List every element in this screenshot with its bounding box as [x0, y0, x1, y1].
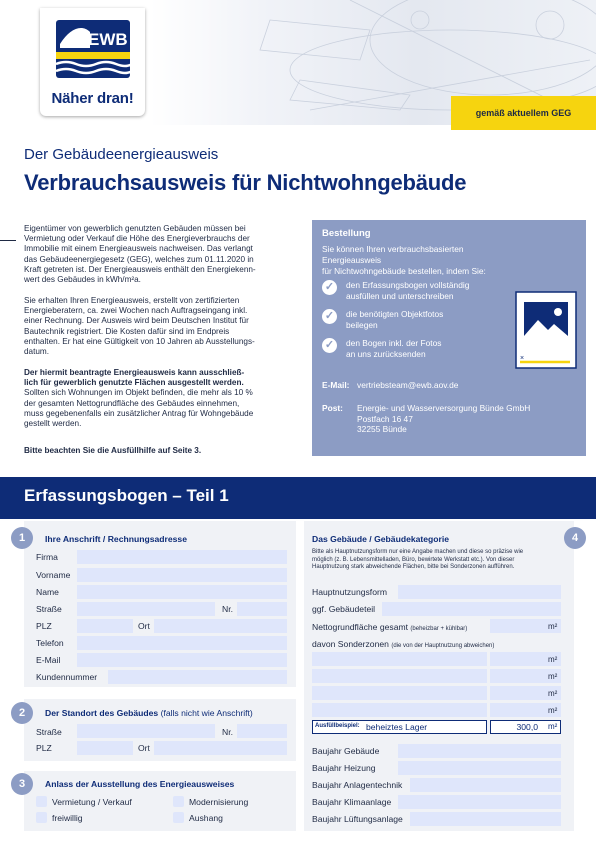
email-field[interactable]	[77, 653, 287, 667]
logo-slogan: Näher dran!	[51, 90, 134, 107]
page-title: Verbrauchsausweis für Nichtwohngebäude	[24, 170, 467, 195]
option-aushang-label: Aushang	[189, 813, 223, 823]
hausnummer-field[interactable]	[237, 602, 287, 616]
sonderzone-4-unit: m²	[548, 706, 558, 715]
sonderzone-2-unit: m²	[548, 672, 558, 681]
sonderzone-2-name-field[interactable]	[312, 669, 487, 683]
baujahr-anlagentechnik-field[interactable]	[410, 778, 561, 792]
check-icon: ✓	[322, 338, 337, 353]
telefon-field[interactable]	[77, 636, 287, 650]
intro-paragraph-1: Eigentümer von gewerblich genutzten Gebäuden müssen bei Vermietung oder Verkauf die Höhe des Energieverbrauchs der Immobilie mit einem Energieausweis nachweisen. Das verlangt das Gebäudeenergiegesetz (GEG), welches zum 01.11.2020 in Kraft getreten ist. Der Energieausweis enthält den Energiekenn- wert des Gebäudes in kWh/m²a.	[24, 224, 256, 285]
baujahr-heizung-label: Baujahr Heizung	[312, 763, 376, 773]
margin-tick	[0, 240, 16, 241]
baujahr-klimaanlage-field[interactable]	[398, 795, 561, 809]
checkbox-aushang[interactable]	[173, 812, 184, 823]
section-3-number: 3	[11, 773, 33, 795]
section-1-number: 1	[11, 527, 33, 549]
plz-field[interactable]	[77, 619, 133, 633]
nr-label: Nr.	[222, 604, 233, 614]
hauptnutzungsform-field[interactable]	[398, 585, 561, 599]
form-document-icon	[514, 290, 578, 370]
kundennummer-field[interactable]	[108, 670, 287, 684]
section-3-title: Anlass der Ausstellung des Energieausweises	[45, 779, 235, 789]
sonderzone-3-name-field[interactable]	[312, 686, 487, 700]
intro-note: Bitte beachten Sie die Ausfüllhilfe auf Seite 3.	[24, 446, 202, 455]
section-2-number: 2	[11, 702, 33, 724]
gebaeudeteil-field[interactable]	[382, 602, 561, 616]
baujahr-lueftungsanlage-label: Baujahr Lüftungsanlage	[312, 814, 403, 824]
section-4-title: Das Gebäude / Gebäudekategorie	[312, 534, 450, 544]
svg-text:×: ×	[520, 355, 525, 362]
checkbox-freiwillig[interactable]	[36, 812, 47, 823]
post-address: Energie- und Wasserversorgung Bünde GmbH Postfach 16 47 32255 Bünde	[357, 403, 531, 434]
option-freiwillig-label: freiwillig	[52, 813, 83, 823]
name-field[interactable]	[77, 585, 287, 599]
ewb-logo-icon	[54, 18, 132, 80]
checkbox-modernisierung[interactable]	[173, 796, 184, 807]
section-2-title: Der Standort des Gebäudes (falls nicht wie Anschrift)	[45, 708, 253, 718]
geg-badge: gemäß aktuellem GEG	[451, 96, 596, 130]
example-unit: m²	[548, 722, 558, 731]
email-field-label: E-Mail	[36, 655, 61, 665]
example-value: beheiztes Lager	[366, 722, 428, 732]
ngf-label: Nettogrundfläche gesamt (beheizbar + kühlbar)	[312, 622, 468, 632]
standort-strasse-label: Straße	[36, 727, 62, 737]
order-heading: Bestellung	[322, 228, 371, 239]
baujahr-gebaeude-field[interactable]	[398, 744, 561, 758]
intro-paragraph-3: Der hiermit beantragte Energieausweis kann ausschließ- lich für gewerblich genutzte Flächen ausgestellt werden. Sollten sich Wohnungen im Objekt befinden, die mehr als 10 % der gesamten Nettogrundfläche des Gebäudes einnehmen, muss gegebenenfalls ein zusätzlicher Antrag für Wohngebäude gestellt werden.	[24, 368, 254, 429]
intro-paragraph-2: Sie erhalten Ihren Energieausweis, erstellt von zertifizierten Energieberatern, ca. zwei Wochen nach Auftragseingang inkl. einer Rechnung. Der Ausweis wird beim Deutschen Institut für Bautechnik registriert. Die Kosten dafür sind im Endpreis enthalten. Er hat eine Gültigkeit von 10 Jahren ab Ausstellungs- datum.	[24, 296, 255, 357]
option-vermietung-label: Vermietung / Verkauf	[52, 797, 132, 807]
section-4-note: Bitte als Hauptnutzungsform nur eine Angabe machen und diese so präzise wie möglich (z. B. Lebensmittelladen, Büro, bewirtete Werkstatt etc.). Von dieser Hauptnutzung stark abweichende Flächen, bitte bei Sonderzonen aufführen.	[312, 549, 524, 571]
order-text: Sie können Ihren verbrauchsbasierten Energieausweis für Nichtwohngebäude bestellen, indem Sie:	[322, 244, 486, 276]
baujahr-heizung-field[interactable]	[398, 761, 561, 775]
plz-label: PLZ	[36, 621, 52, 631]
vorname-field[interactable]	[77, 568, 287, 582]
post-label: Post:	[322, 403, 343, 413]
baujahr-klimaanlage-label: Baujahr Klimaanlage	[312, 797, 392, 807]
section-1-title: Ihre Anschrift / Rechnungsadresse	[45, 534, 187, 544]
ort-field[interactable]	[154, 619, 287, 633]
telefon-label: Telefon	[36, 638, 64, 648]
option-modernisierung-label: Modernisierung	[189, 797, 249, 807]
sonderzone-4-name-field[interactable]	[312, 703, 487, 717]
section-4-number: 4	[564, 527, 586, 549]
banner-title: Erfassungsbogen – Teil 1	[24, 486, 229, 505]
company-logo	[40, 8, 145, 116]
vorname-label: Vorname	[36, 570, 71, 580]
strasse-label: Straße	[36, 604, 62, 614]
check-icon: ✓	[322, 280, 337, 295]
checkbox-vermietung[interactable]	[36, 796, 47, 807]
ort-label: Ort	[138, 621, 150, 631]
kundennummer-label: Kundennummer	[36, 672, 98, 682]
standort-strasse-field[interactable]	[77, 724, 215, 738]
ngf-unit: m²	[548, 622, 558, 631]
logo-text: EWB	[88, 30, 128, 49]
example-label: Ausfüllbeispiel:	[315, 723, 360, 729]
sonderzonen-label: davon Sonderzonen (die von der Hauptnutzung abweichen)	[312, 639, 495, 649]
strasse-field[interactable]	[77, 602, 215, 616]
page-subtitle: Der Gebäudeenergieausweis	[24, 146, 219, 163]
standort-nr-label: Nr.	[222, 727, 233, 737]
baujahr-anlagentechnik-label: Baujahr Anlagentechnik	[312, 780, 403, 790]
name-label: Name	[36, 587, 59, 597]
baujahr-lueftungsanlage-field[interactable]	[410, 812, 561, 826]
sonderzone-1-name-field[interactable]	[312, 652, 487, 666]
order-post-row	[322, 403, 586, 443]
firma-field[interactable]	[77, 550, 287, 564]
standort-plz-field[interactable]	[77, 741, 133, 755]
check-icon: ✓	[322, 309, 337, 324]
email-link[interactable]: vertriebsteam@ewb.aov.de	[357, 380, 459, 390]
standort-hausnummer-field[interactable]	[237, 724, 287, 738]
hauptnutzungsform-label: Hauptnutzungsform	[312, 587, 387, 597]
gebaeudeteil-label: ggf. Gebäudeteil	[312, 604, 376, 614]
firma-label: Firma	[36, 552, 58, 562]
example-area: 300,0	[516, 722, 538, 732]
standort-ort-label: Ort	[138, 743, 150, 753]
standort-ort-field[interactable]	[154, 741, 287, 755]
sonderzone-3-unit: m²	[548, 689, 558, 698]
order-box: Bestellung Sie können Ihren verbrauchsbasierten Energieausweis für Nichtwohngebäude bestellen, indem Sie: ✓ den Erfassungsbogen vollständig ausfüllen und unterschreiben ✓ die benötigten Objektfotos beilegen ✓ den Bogen inkl. der Fotos an uns zurücksenden E-Mail: vertriebsteam@ewb.aov.de Post: Energie- und Wasserversorgung Bünde GmbH Postfach 16 47 32255 Bünde	[312, 220, 586, 456]
baujahr-gebaeude-label: Baujahr Gebäude	[312, 746, 380, 756]
sonderzone-1-unit: m²	[548, 655, 558, 664]
email-label: E-Mail:	[322, 380, 350, 390]
standort-plz-label: PLZ	[36, 743, 52, 753]
